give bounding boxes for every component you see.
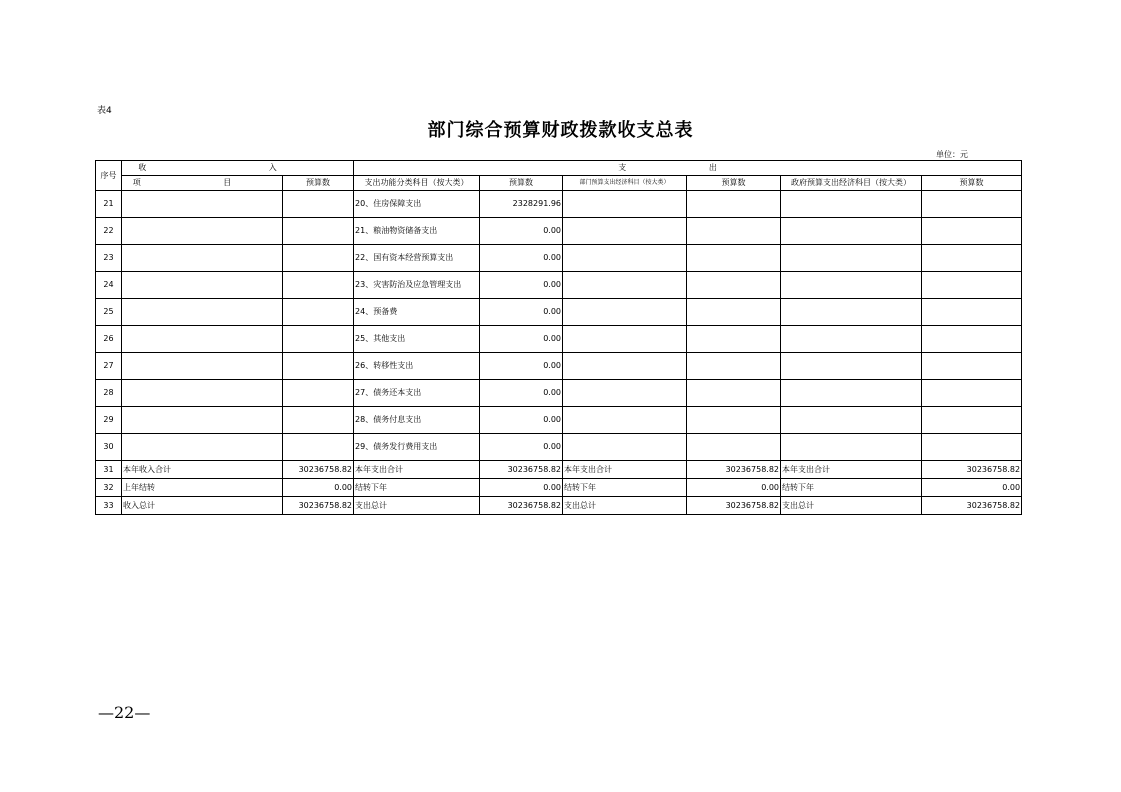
income-amount-cell bbox=[283, 434, 354, 461]
income-amount-cell bbox=[283, 272, 354, 299]
income-item-cell bbox=[122, 191, 283, 218]
seq-header: 序号 bbox=[96, 161, 122, 191]
income-item-cell bbox=[122, 299, 283, 326]
table-row bbox=[96, 218, 1022, 245]
func-class-cell: 27、债务还本支出 bbox=[354, 380, 480, 407]
gov-amount-cell bbox=[922, 353, 1022, 380]
header-row-2 bbox=[96, 176, 1022, 191]
table-row bbox=[96, 191, 1022, 218]
func-class-header: 支出功能分类科目（按大类） bbox=[354, 176, 480, 191]
func-amount-cell: 0.00 bbox=[480, 380, 563, 407]
dept-amount-cell bbox=[687, 191, 781, 218]
income-amount-cell bbox=[283, 353, 354, 380]
func-class-cell: 29、债务发行费用支出 bbox=[354, 434, 480, 461]
income-amount-cell bbox=[283, 245, 354, 272]
dept-amount-cell bbox=[687, 434, 781, 461]
dept-econ-cell bbox=[563, 434, 687, 461]
gov-econ-cell bbox=[781, 272, 922, 299]
dept-amount-cell bbox=[687, 407, 781, 434]
func-label-cell: 支出总计 bbox=[354, 497, 480, 515]
gov-amount-cell: 30236758.82 bbox=[922, 497, 1022, 515]
dept-label-cell: 本年支出合计 bbox=[563, 461, 687, 479]
func-class-cell: 20、住房保障支出 bbox=[354, 191, 480, 218]
row-seq: 21 bbox=[96, 191, 122, 218]
gov-amount-cell bbox=[922, 380, 1022, 407]
income-amount-cell bbox=[283, 326, 354, 353]
gov-econ-cell bbox=[781, 407, 922, 434]
func-amount-cell: 2328291.96 bbox=[480, 191, 563, 218]
func-class-cell: 25、其他支出 bbox=[354, 326, 480, 353]
table-row bbox=[96, 326, 1022, 353]
table-tag: 表4 bbox=[97, 106, 112, 116]
gov-econ-cell bbox=[781, 434, 922, 461]
income-amount-cell: 0.00 bbox=[283, 479, 354, 497]
gov-amount-cell bbox=[922, 191, 1022, 218]
gov-amount-cell bbox=[922, 245, 1022, 272]
gov-econ-header: 政府预算支出经济科目（按大类） bbox=[781, 176, 922, 191]
dept-econ-cell bbox=[563, 191, 687, 218]
gov-econ-cell bbox=[781, 380, 922, 407]
row-seq: 24 bbox=[96, 272, 122, 299]
gov-amount-cell: 0.00 bbox=[922, 479, 1022, 497]
func-amount-cell: 0.00 bbox=[480, 299, 563, 326]
dept-amount-cell bbox=[687, 326, 781, 353]
row-seq: 32 bbox=[96, 479, 122, 497]
income-label-cell: 上年结转 bbox=[122, 479, 283, 497]
gov-label-cell: 支出总计 bbox=[781, 497, 922, 515]
gov-amount-cell bbox=[922, 218, 1022, 245]
func-amount-cell: 30236758.82 bbox=[480, 461, 563, 479]
income-item-cell bbox=[122, 218, 283, 245]
table-row bbox=[96, 380, 1022, 407]
func-amount-cell: 0.00 bbox=[480, 353, 563, 380]
func-amount-cell: 0.00 bbox=[480, 326, 563, 353]
gov-label-cell: 本年支出合计 bbox=[781, 461, 922, 479]
func-amount-cell: 30236758.82 bbox=[480, 497, 563, 515]
gov-econ-cell bbox=[781, 191, 922, 218]
dept-econ-cell bbox=[563, 299, 687, 326]
func-class-cell: 28、债务付息支出 bbox=[354, 407, 480, 434]
table-row bbox=[96, 353, 1022, 380]
income-item-cell bbox=[122, 353, 283, 380]
func-class-cell: 26、转移性支出 bbox=[354, 353, 480, 380]
row-seq: 26 bbox=[96, 326, 122, 353]
gov-amount-cell bbox=[922, 407, 1022, 434]
header-row-1 bbox=[96, 161, 1022, 176]
func-class-cell: 24、预备费 bbox=[354, 299, 480, 326]
gov-amount-cell bbox=[922, 326, 1022, 353]
dept-econ-cell bbox=[563, 218, 687, 245]
table-row bbox=[96, 434, 1022, 461]
income-item-cell bbox=[122, 326, 283, 353]
func-amount-cell: 0.00 bbox=[480, 272, 563, 299]
income-amount-cell bbox=[283, 380, 354, 407]
gov-amount-cell: 30236758.82 bbox=[922, 461, 1022, 479]
expense-header: 支 出 bbox=[354, 161, 1022, 176]
income-item-cell bbox=[122, 407, 283, 434]
income-amount-cell bbox=[283, 218, 354, 245]
func-budget-header: 预算数 bbox=[480, 176, 563, 191]
dept-econ-cell bbox=[563, 407, 687, 434]
income-item-cell bbox=[122, 380, 283, 407]
func-amount-cell: 0.00 bbox=[480, 245, 563, 272]
row-seq: 28 bbox=[96, 380, 122, 407]
total-row bbox=[96, 479, 1022, 497]
gov-econ-cell bbox=[781, 245, 922, 272]
gov-label-cell: 结转下年 bbox=[781, 479, 922, 497]
dept-amount-cell bbox=[687, 380, 781, 407]
budget-table bbox=[95, 160, 1022, 515]
gov-econ-cell bbox=[781, 326, 922, 353]
table-row bbox=[96, 299, 1022, 326]
dept-amount-cell: 30236758.82 bbox=[687, 497, 781, 515]
page-number: —22— bbox=[98, 703, 151, 722]
func-label-cell: 结转下年 bbox=[354, 479, 480, 497]
dept-amount-cell bbox=[687, 272, 781, 299]
income-amount-cell bbox=[283, 407, 354, 434]
gov-amount-cell bbox=[922, 272, 1022, 299]
gov-amount-cell bbox=[922, 299, 1022, 326]
gov-econ-cell bbox=[781, 299, 922, 326]
table-row bbox=[96, 245, 1022, 272]
dept-amount-cell: 30236758.82 bbox=[687, 461, 781, 479]
income-label-cell: 收入总计 bbox=[122, 497, 283, 515]
income-amount-cell: 30236758.82 bbox=[283, 461, 354, 479]
gov-econ-cell bbox=[781, 218, 922, 245]
total-row bbox=[96, 497, 1022, 515]
row-seq: 22 bbox=[96, 218, 122, 245]
income-item-cell bbox=[122, 272, 283, 299]
dept-econ-cell bbox=[563, 326, 687, 353]
row-seq: 25 bbox=[96, 299, 122, 326]
income-item-cell bbox=[122, 245, 283, 272]
table-row bbox=[96, 272, 1022, 299]
dept-label-cell: 支出总计 bbox=[563, 497, 687, 515]
func-amount-cell: 0.00 bbox=[480, 407, 563, 434]
func-amount-cell: 0.00 bbox=[480, 434, 563, 461]
income-amount-cell: 30236758.82 bbox=[283, 497, 354, 515]
func-class-cell: 21、粮油物资储备支出 bbox=[354, 218, 480, 245]
dept-econ-header: 部门预算支出经济科目（按大类） bbox=[563, 176, 687, 191]
item-header: 项 目 bbox=[122, 176, 283, 191]
dept-amount-cell bbox=[687, 245, 781, 272]
func-class-cell: 23、灾害防治及应急管理支出 bbox=[354, 272, 480, 299]
dept-econ-cell bbox=[563, 380, 687, 407]
func-amount-cell: 0.00 bbox=[480, 218, 563, 245]
row-seq: 23 bbox=[96, 245, 122, 272]
dept-amount-cell bbox=[687, 353, 781, 380]
row-seq: 31 bbox=[96, 461, 122, 479]
page-title: 部门综合预算财政拨款收支总表 bbox=[427, 120, 694, 141]
row-seq: 33 bbox=[96, 497, 122, 515]
income-header: 收 入 bbox=[122, 161, 354, 176]
dept-budget-header: 预算数 bbox=[687, 176, 781, 191]
dept-label-cell: 结转下年 bbox=[563, 479, 687, 497]
func-amount-cell: 0.00 bbox=[480, 479, 563, 497]
income-amount-cell bbox=[283, 299, 354, 326]
dept-econ-cell bbox=[563, 353, 687, 380]
income-label-cell: 本年收入合计 bbox=[122, 461, 283, 479]
func-class-cell: 22、国有资本经营预算支出 bbox=[354, 245, 480, 272]
unit-label: 单位：元 bbox=[936, 150, 968, 159]
income-item-cell bbox=[122, 434, 283, 461]
func-label-cell: 本年支出合计 bbox=[354, 461, 480, 479]
total-row bbox=[96, 461, 1022, 479]
gov-econ-cell bbox=[781, 353, 922, 380]
gov-amount-cell bbox=[922, 434, 1022, 461]
dept-amount-cell bbox=[687, 299, 781, 326]
dept-amount-cell: 0.00 bbox=[687, 479, 781, 497]
row-seq: 27 bbox=[96, 353, 122, 380]
dept-econ-cell bbox=[563, 272, 687, 299]
dept-amount-cell bbox=[687, 218, 781, 245]
income-amount-cell bbox=[283, 191, 354, 218]
row-seq: 30 bbox=[96, 434, 122, 461]
table-row bbox=[96, 407, 1022, 434]
row-seq: 29 bbox=[96, 407, 122, 434]
gov-budget-header: 预算数 bbox=[922, 176, 1022, 191]
dept-econ-cell bbox=[563, 245, 687, 272]
income-budget-header: 预算数 bbox=[283, 176, 354, 191]
